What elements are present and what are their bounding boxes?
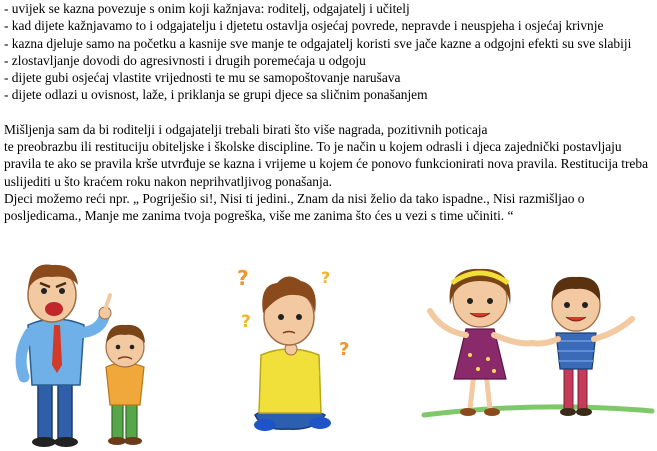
paragraph-gap [4, 104, 656, 121]
bullet-item: - uvijek se kazna povezuje s onim koji kažnjava: roditelj, odgajatelj i učitelj [4, 1, 410, 16]
svg-text:?: ? [241, 312, 251, 332]
scolding-father-and-child-icon [0, 255, 170, 451]
svg-text:?: ? [237, 266, 249, 290]
bullet-item: - kad dijete kažnjavamo to i odgajatelju i djetetu ostavlja osjećaj povrede, nepravde i neuspjeha i osjećaj krivnje [4, 18, 604, 34]
bullet-item: - kazna djeluje samo na početku a kasnije sve manje te odgajatelj koristi sve jače kazne a odgojni efekti su sve slabiji [4, 35, 632, 51]
happy-children-holding-hands-icon [420, 255, 657, 451]
thinking-boy-with-question-marks-icon [225, 255, 360, 451]
svg-text:?: ? [339, 339, 350, 360]
bullet-item: - dijete gubi osjećaj vlastite vrijednosti te mu se samopoštovanje narušava [4, 70, 401, 86]
paragraph-line: te preobrazbu ili restituciju obiteljske i školske discipline. To je način u kojem odrasli i djeca zajednički postavljaju pravila te ako se pravila krše utvrđuje se kazna i vrijeme u kojem će ponovo funkcionirati nova pravila. Restitucija treba uslijediti u što kraćem roku nakon neprihvatljivog ponašanja. [4, 139, 649, 189]
paragraph-line: Djeci možemo reći npr. „ Pogriješio si!, Nisi ti jedini., Znam da nisi želio da tako ispadne., Nisi razmišljao o posljedicama., Manje me zanima tvoja pogreška, više me zanima što ćes u vezi s time učiniti. “ [4, 190, 585, 224]
document-text [4, 0, 656, 225]
paragraph-line: Mišljenja sam da bi roditelji i odgajatelji trebali birati što više nagrada, pozitivnih poticaja [4, 121, 488, 137]
bullet-item: - dijete odlazi u ovisnost, laže, i priklanja se grupi djece sa sličnim ponašanjem [4, 87, 428, 103]
svg-text:?: ? [321, 268, 331, 287]
bullet-item: - zlostavljanje dovodi do agresivnosti i drugih poremećaja u odgoju [4, 52, 366, 68]
